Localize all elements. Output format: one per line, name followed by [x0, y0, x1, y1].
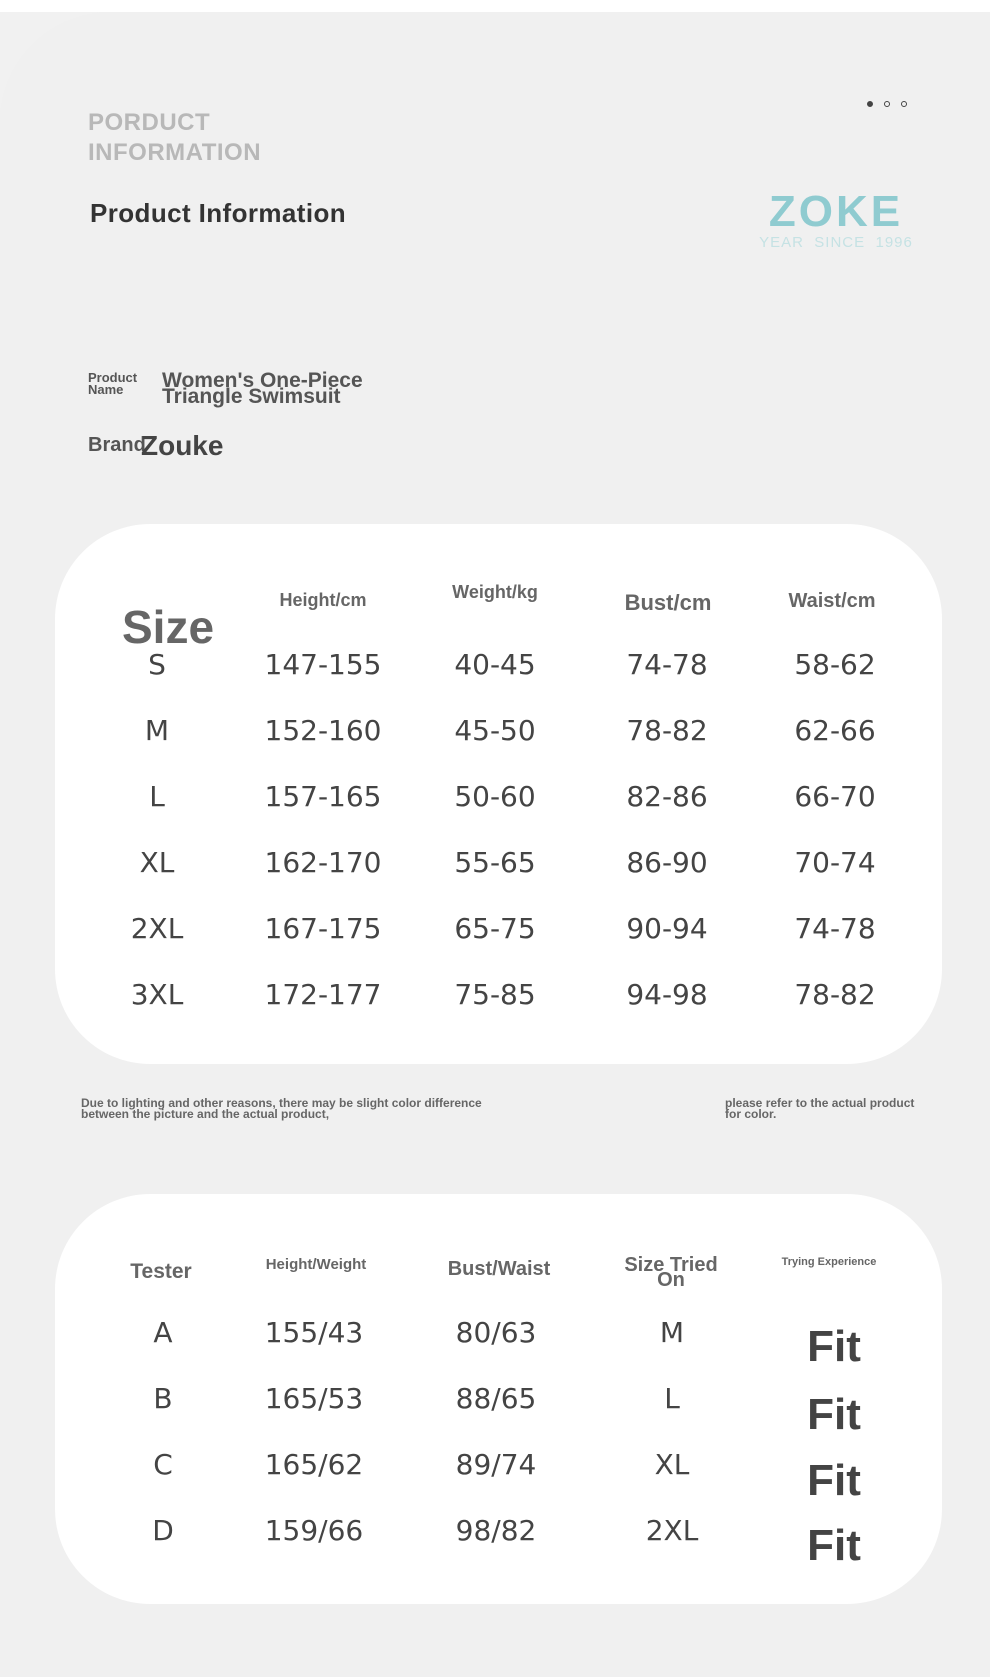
top-strip [0, 0, 990, 12]
height-header: Height/cm [279, 590, 367, 610]
tester-header: Tester [130, 1260, 192, 1283]
height-cell: 167-175 [264, 912, 382, 945]
height-weight-header: Height/Weight [265, 1256, 367, 1273]
size-cell: 3XL [130, 978, 184, 1011]
experience-cell: Fit [807, 1521, 861, 1570]
height-weight-cell: 165/53 [264, 1382, 364, 1415]
tester-cell: B [153, 1382, 173, 1415]
height-weight-cell: 159/66 [264, 1514, 364, 1547]
waist-cell: 78-82 [794, 978, 876, 1011]
bust-cell: 86-90 [626, 846, 708, 879]
size-tried-cell: L [664, 1382, 680, 1415]
bust-waist-header: Bust/Waist [447, 1258, 551, 1280]
bust-cell: 74-78 [626, 648, 708, 681]
height-weight-cell: 155/43 [264, 1316, 364, 1349]
weight-cell: 50-60 [454, 780, 536, 813]
experience-cell: Fit [807, 1322, 861, 1371]
tester-card [55, 1194, 942, 1604]
size-tried-header: Size Tried On [624, 1254, 718, 1291]
size-cell: S [148, 648, 166, 681]
logo-word: ZOKE [768, 187, 904, 236]
size-header: Size [121, 601, 215, 653]
waist-cell: 70-74 [794, 846, 876, 879]
bust-cell: 94-98 [626, 978, 708, 1011]
height-cell: 162-170 [264, 846, 382, 879]
size-cell: L [149, 780, 165, 813]
dot-icon [867, 101, 873, 107]
bust-cell: 82-86 [626, 780, 708, 813]
waist-cell: 66-70 [794, 780, 876, 813]
size-chart-card [55, 524, 942, 1064]
size-cell: M [144, 714, 170, 747]
weight-cell: 65-75 [454, 912, 536, 945]
bust-cell: 90-94 [626, 912, 708, 945]
tester-cell: D [152, 1514, 174, 1547]
experience-cell: Fit [807, 1390, 861, 1439]
size-tried-cell: 2XL [645, 1514, 699, 1547]
bust-cell: 78-82 [626, 714, 708, 747]
bust-header: Bust/cm [624, 590, 712, 615]
height-weight-cell: 165/62 [264, 1448, 364, 1481]
logo-tagline: YEAR SINCE 1996 [759, 234, 913, 251]
brand-logo [756, 187, 916, 251]
size-cell: XL [139, 846, 175, 879]
bust-waist-cell: 89/74 [455, 1448, 537, 1481]
height-cell: 157-165 [264, 780, 382, 813]
height-cell: 172-177 [264, 978, 382, 1011]
height-cell: 147-155 [264, 648, 382, 681]
experience-header: Trying Experience [781, 1256, 877, 1268]
size-cell: 2XL [130, 912, 184, 945]
weight-cell: 40-45 [454, 648, 536, 681]
waist-header: Waist/cm [788, 590, 876, 612]
weight-cell: 55-65 [454, 846, 536, 879]
bust-waist-cell: 88/65 [455, 1382, 537, 1415]
waist-cell: 58-62 [794, 648, 876, 681]
bust-waist-cell: 80/63 [455, 1316, 537, 1349]
size-tried-cell: M [659, 1316, 685, 1349]
waist-cell: 62-66 [794, 714, 876, 747]
weight-cell: 45-50 [454, 714, 536, 747]
weight-header: Weight/kg [452, 582, 538, 602]
waist-cell: 74-78 [794, 912, 876, 945]
product-name-label: Product Name [88, 370, 138, 397]
size-tried-cell: XL [654, 1448, 690, 1481]
bust-waist-cell: 98/82 [455, 1514, 537, 1547]
disclaimer-left: Due to lighting and other reasons, there may be slight color difference between the picture and the actual product, [81, 1096, 482, 1121]
brand-label: Brand [88, 434, 146, 456]
tester-cell: A [153, 1316, 173, 1349]
page-title: Product Information [90, 198, 347, 228]
product-name-value: Women's One-Piece Triangle Swimsuit [162, 369, 363, 408]
brand-value: Zouke [141, 430, 224, 461]
header-english-label: PORDUCT INFORMATION [88, 109, 262, 166]
dot-icon [901, 101, 907, 107]
more-dots-icon [867, 101, 907, 107]
tester-cell: C [153, 1448, 173, 1481]
disclaimer-right: please refer to the actual product for color. [725, 1096, 915, 1121]
weight-cell: 75-85 [454, 978, 536, 1011]
dot-icon [884, 101, 890, 107]
experience-cell: Fit [807, 1456, 861, 1505]
height-cell: 152-160 [264, 714, 382, 747]
